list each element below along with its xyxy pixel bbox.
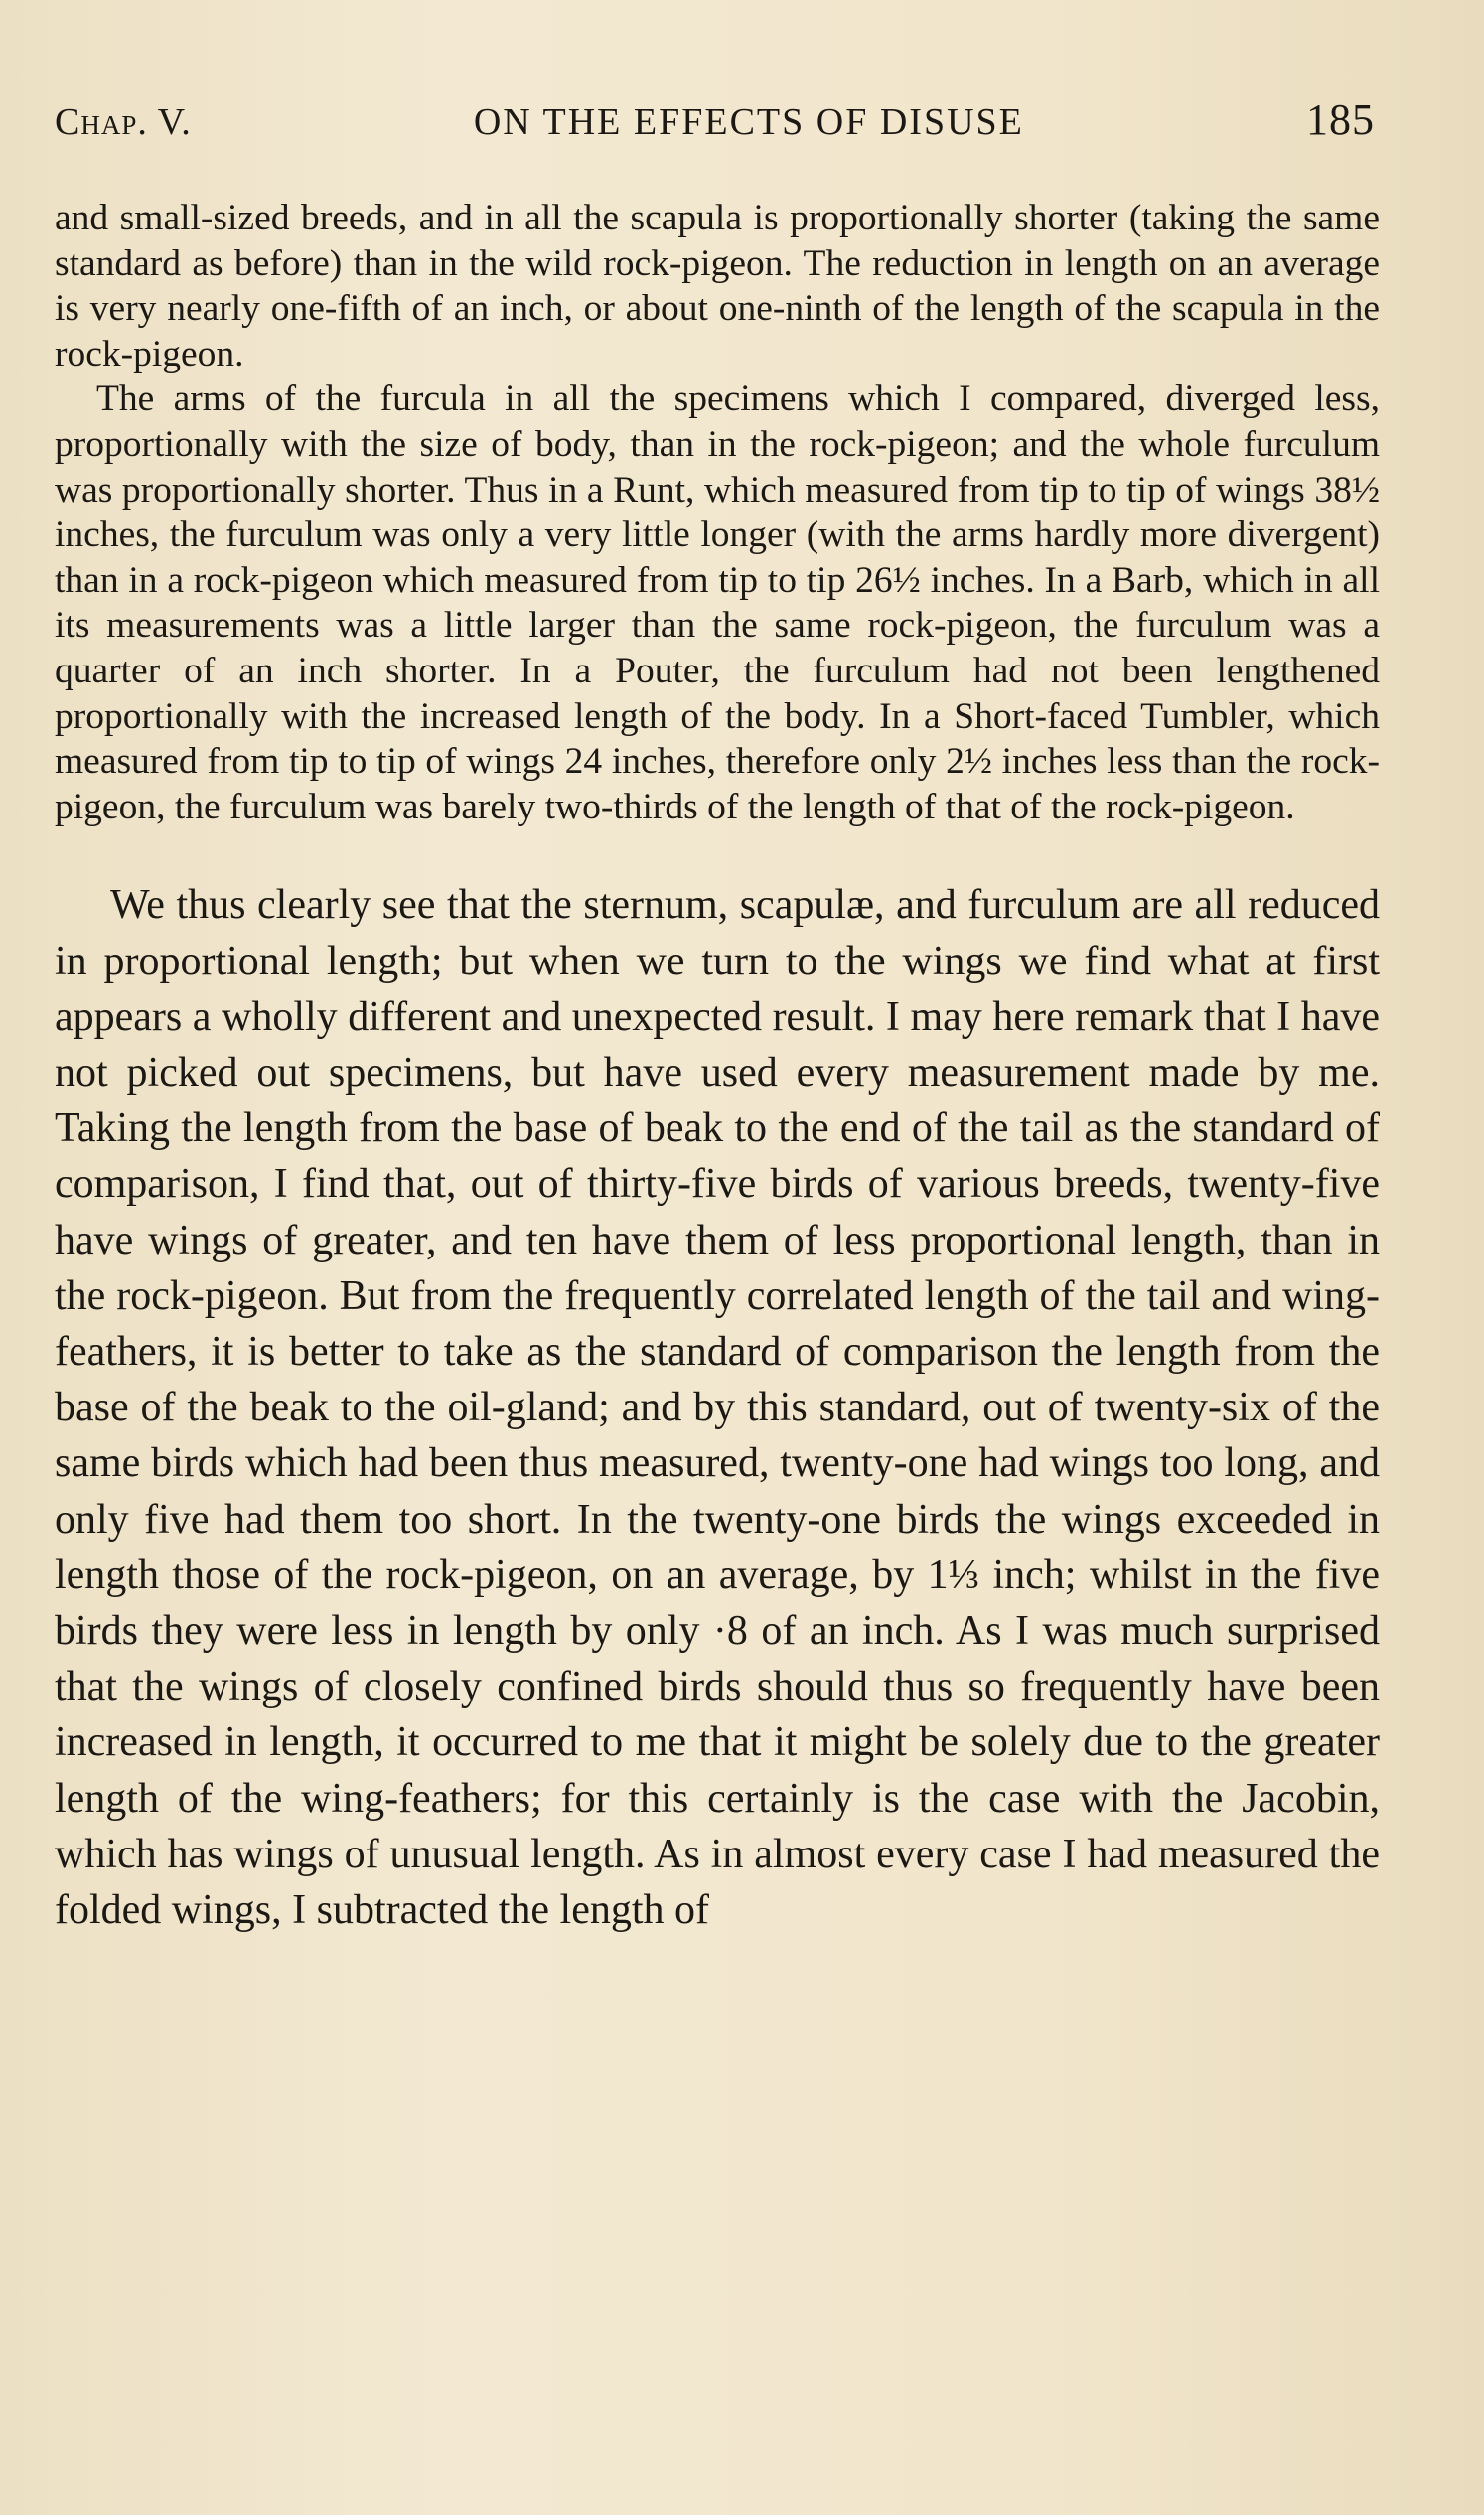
text-block bbox=[55, 196, 1380, 1938]
chapter-title: ON THE EFFECTS OF DISUSE bbox=[473, 101, 1024, 143]
small-print-section bbox=[55, 196, 1380, 829]
main-text-section bbox=[55, 877, 1380, 1938]
paragraph: and small-sized breeds, and in all the scapula is proportionally shorter (taking the same standard as before) than in the wild rock-pigeon. The reduction in length on an average is very nearly one-fifth of an inch, or about one-ninth of the length of the scapula in the rock-pigeon. bbox=[55, 198, 1380, 374]
running-header bbox=[55, 94, 1375, 166]
section-gap bbox=[55, 829, 1380, 877]
page-number: 185 bbox=[1305, 95, 1375, 144]
chapter-label: Chap. V. bbox=[55, 101, 192, 143]
paragraph: We thus clearly see that the sternum, scapulæ, and furculum are all reduced in proportional length; but when we turn to the wings we find what at first appears a wholly different and unexpected result. I may here remark that I have not picked out specimens, but have used every measurement made by me. Taking the length from the base of beak to the end of the tail as the standard of comparison, I find that, out of thirty-five birds of various breeds, twenty-five have wings of greater, and ten have them of less proportional length, than in the rock-pigeon. But from the frequently correlated length of the tail and wing-feathers, it is better to take as the standard of comparison the length from the base of the beak to the oil-gland; and by this standard, out of twenty-six of the same birds which had been thus measured, twenty-one had wings too long, and only five had them too short. In the twenty-one birds the wings exceeded in length those of the rock-pigeon, on an average, by 1⅓ inch; whilst in the five birds they were less in length by only ·8 of an inch. As I was much surprised that the wings of closely confined birds should thus so frequently have been increased in length, it occurred to me that it might be solely due to the greater length of the wing-feathers; for this certainly is the case with the Jacobin, which has wings of unusual length. As in almost every case I had measured the folded wings, I subtracted the length of bbox=[55, 882, 1380, 1933]
paragraph: The arms of the furcula in all the specimens which I compared, diverged less, proportionally with the size of body, than in the rock-pigeon; and the whole furculum was proportionally shorter. Thus in a Runt, which measured from tip to tip of wings 38½ inches, the furculum was only a very little longer (with the arms hardly more divergent) than in a rock-pigeon which measured from tip to tip 26½ inches. In a Barb, which in all its measurements was a little larger than the same rock-pigeon, the furculum was a quarter of an inch shorter. In a Pouter, the furculum had not been lengthened proportionally with the increased length of the body. In a Short-faced Tumbler, which measured from tip to tip of wings 24 inches, therefore only 2½ inches less than the rock-pigeon, the furculum was barely two-thirds of the length of that of the rock-pigeon. bbox=[55, 378, 1380, 827]
